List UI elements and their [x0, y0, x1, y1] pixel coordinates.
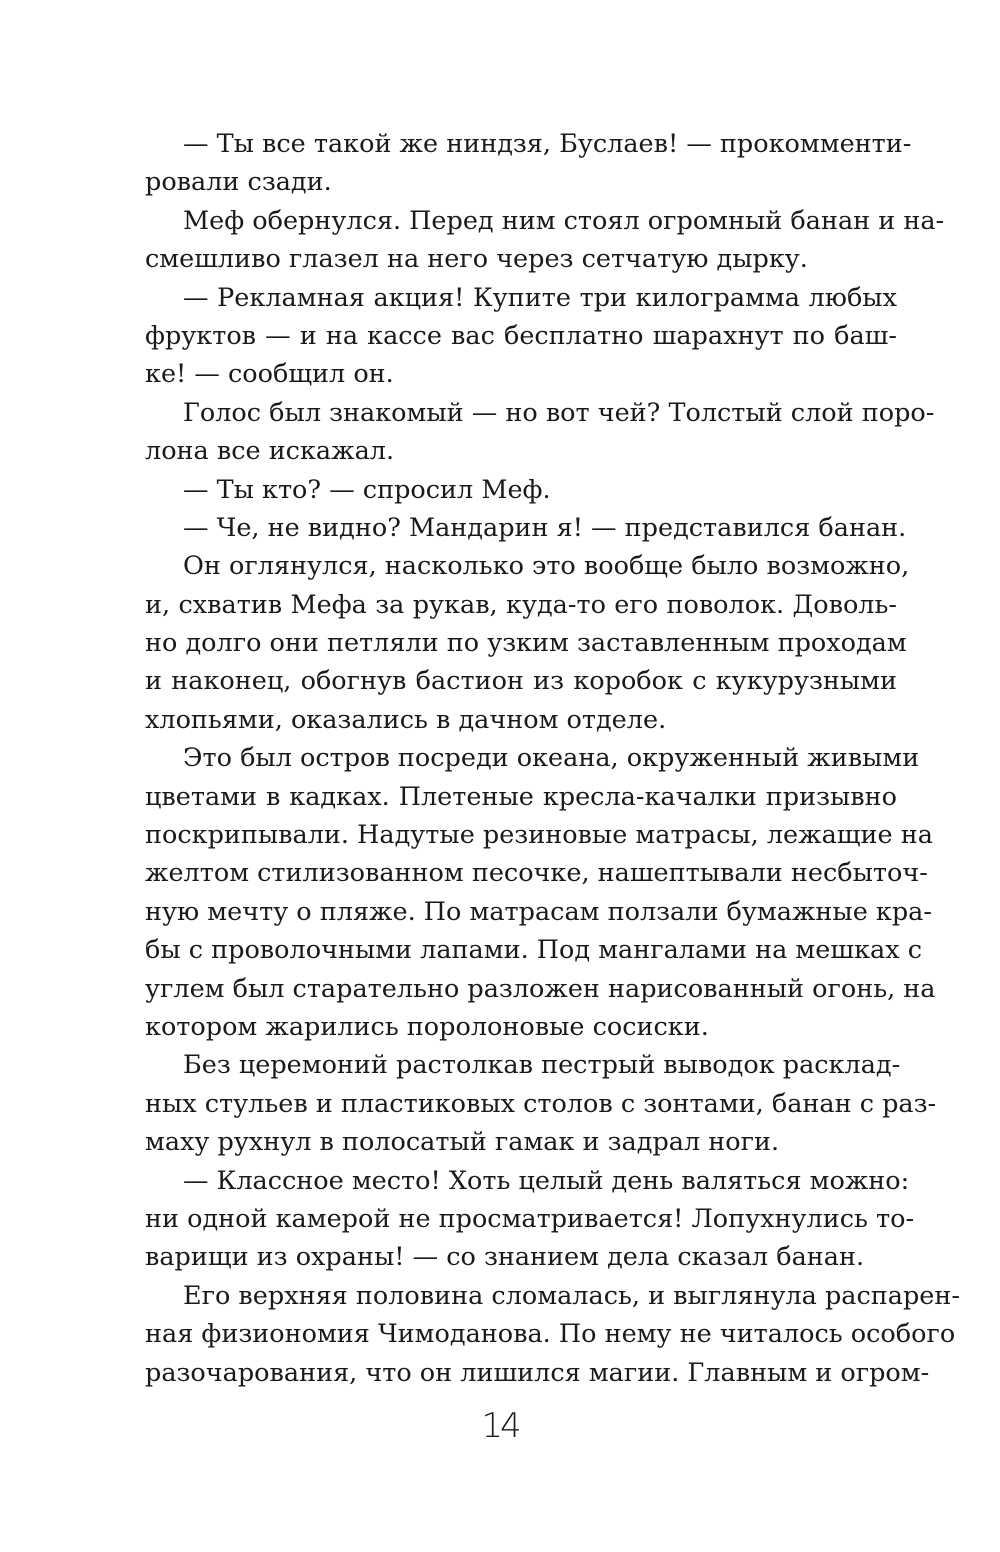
- text-line: и наконец, обогнув бастион из коробок с кукурузными: [145, 666, 897, 697]
- text-line: — Ты все такой же ниндзя, Буслаев! — прокомменти-: [183, 129, 912, 159]
- text-line: Без церемоний растолкав пестрый выводок расклад-: [183, 1050, 901, 1081]
- text-line: котором жарились поролоновые сосиски.: [145, 1011, 709, 1042]
- text-line: варищи из охраны! — со знанием дела сказал банан.: [145, 1242, 865, 1273]
- text-line: желтом стилизованном песочке, нашептывали несбыточ-: [145, 858, 928, 889]
- text-line: Его верхняя половина сломалась, и выглянула распарен-: [183, 1280, 961, 1311]
- text-line: ни одной камерой не просматривается! Лопухнулись то-: [145, 1203, 915, 1234]
- text-line: лона все искажал.: [145, 436, 395, 467]
- text-line: разочарования, что он лишился магии. Главным и огром-: [145, 1357, 930, 1388]
- text-line: хлопьями, оказались в дачном отделе.: [145, 704, 667, 735]
- text-line: Это был остров посреди океана, окруженный живыми: [183, 743, 920, 774]
- text-line: углем был старательно разложен нарисованный огонь, на: [145, 973, 936, 1004]
- text-line: ная физиономия Чимоданова. По нему не читалось особого: [145, 1319, 956, 1350]
- text-line: но долго они петляли по узким заставленным проходам: [145, 628, 907, 659]
- text-line: ровали сзади.: [145, 167, 332, 198]
- text-line: цветами в кадках. Плетеные кресла-качалки призывно: [145, 781, 897, 812]
- text-line: маху рухнул в полосатый гамак и задрал ноги.: [145, 1127, 780, 1158]
- text-line: — Ты кто? — спросил Меф.: [183, 474, 551, 505]
- text-line: ке! — сообщил он.: [145, 359, 394, 390]
- page-text: [145, 125, 961, 1392]
- text-line: Он оглянулся, насколько это вообще было возможно,: [183, 551, 910, 582]
- text-line: — Классное место! Хоть целый день валяться можно:: [183, 1165, 910, 1196]
- text-line: поскрипывали. Надутые резиновые матрасы, лежащие на: [145, 820, 933, 851]
- text-line: и, схватив Мефа за рукав, куда-то его поволок. Доволь-: [145, 589, 897, 620]
- text-line: Меф обернулся. Перед ним стоял огромный банан и на-: [183, 205, 945, 236]
- text-line: — Че, не видно? Мандарин я! — представился банан.: [183, 512, 907, 543]
- text-line: фруктов — и на кассе вас бесплатно шарахнут по баш-: [145, 320, 897, 351]
- text-line: Голос был знакомый — но вот чей? Толстый слой поро-: [183, 397, 935, 428]
- text-line: смешливо глазел на него через сетчатую дырку.: [145, 244, 808, 275]
- text-line: — Рекламная акция! Купите три килограмма любых: [183, 282, 897, 313]
- page-number: 14: [481, 1406, 519, 1446]
- text-line: бы с проволочными лапами. Под мангалами на мешках с: [145, 935, 922, 966]
- text-line: ную мечту о пляже. По матрасам ползали бумажные кра-: [145, 896, 932, 927]
- text-line: ных стульев и пластиковых столов с зонтами, банан с раз-: [145, 1088, 937, 1119]
